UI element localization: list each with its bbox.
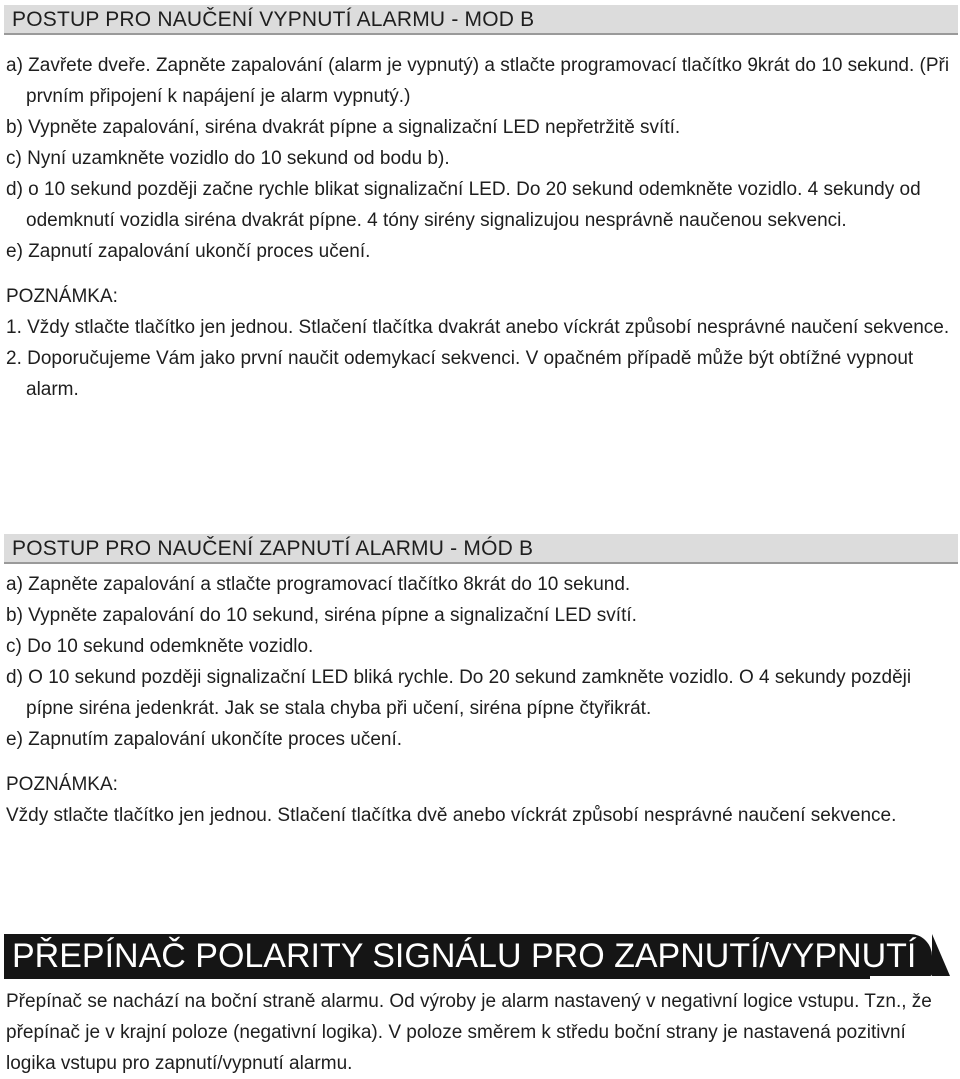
polarity-switch-title: PŘEPÍNAČ POLARITY SIGNÁLU PRO ZAPNUTÍ/VYPNUTÍ bbox=[4, 934, 932, 976]
step-e: e) Zapnutí zapalování ukončí proces učení. bbox=[6, 241, 371, 262]
note-label: POZNÁMKA: bbox=[6, 774, 118, 795]
step-d: d) O 10 sekund později signalizační LED bliká rychle. Do 20 sekund zamkněte vozidlo. O 4 sekundy později pípne siréna jedenkrát. Jak se stala chyba při učení, siréna pípne čtyřikrát. bbox=[6, 667, 912, 719]
section-header-disarm-learning: POSTUP PRO NAUČENÍ VYPNUTÍ ALARMU - MOD B bbox=[4, 5, 958, 35]
step-d: d) o 10 sekund později začne rychle blikat signalizační LED. Do 20 sekund odemkněte vozidlo. 4 sekundy od odemknutí vozidla siréna dvakrát pípne. 4 tóny sirény signalizujou nesprávně naučenou sekvenci. bbox=[6, 179, 921, 231]
polarity-switch-body-block bbox=[6, 986, 958, 1079]
step-c: c) Nyní uzamkněte vozidlo do 10 sekund od bodu b). bbox=[6, 148, 450, 169]
step-b: b) Vypněte zapalování do 10 sekund, siréna pípne a signalizační LED svítí. bbox=[6, 605, 637, 626]
section-header-arm-learning: POSTUP PRO NAUČENÍ ZAPNUTÍ ALARMU - MÓD B bbox=[4, 534, 958, 564]
section-disarm-steps bbox=[6, 50, 958, 405]
note: Vždy stlačte tlačítko jen jednou. Stlačení tlačítka dvě anebo víckrát způsobí nesprávné naučení sekvence. bbox=[6, 805, 897, 826]
step-b: b) Vypněte zapalování, siréna dvakrát pípne a signalizační LED nepřetržitě svítí. bbox=[6, 117, 681, 138]
step-e: e) Zapnutím zapalování ukončíte proces učení. bbox=[6, 729, 403, 750]
polarity-switch-body: Přepínač se nachází na boční straně alarmu. Od výroby je alarm nastavený v negativní logice vstupu. Tzn., že přepínač je v krajní poloze (negativní logika). V poloze směrem k středu boční strany je nastavená pozitivní logika vstupu pro zapnutí/vypnutí alarmu. bbox=[6, 991, 932, 1074]
step-c: c) Do 10 sekund odemkněte vozidlo. bbox=[6, 636, 314, 657]
step-a: a) Zapněte zapalování a stlačte programovací tlačítko 8krát do 10 sekund. bbox=[6, 574, 631, 595]
note-2: 2. Doporučujeme Vám jako první naučit odemykací sekvenci. V opačném případě může být obtížné vypnout alarm. bbox=[6, 348, 914, 400]
note-label: POZNÁMKA: bbox=[6, 286, 118, 307]
step-a: a) Zavřete dveře. Zapněte zapalování (alarm je vypnutý) a stlačte programovací tlačítko 9krát do 10 sekund. (Při prvním připojení k napájení je alarm vypnutý.) bbox=[6, 55, 950, 107]
note-1: 1. Vždy stlačte tlačítko jen jednou. Stlačení tlačítka dvakrát anebo víckrát způsobí nesprávné naučení sekvence. bbox=[6, 317, 950, 338]
title-underline bbox=[4, 976, 870, 979]
section-arm-steps bbox=[6, 569, 958, 831]
